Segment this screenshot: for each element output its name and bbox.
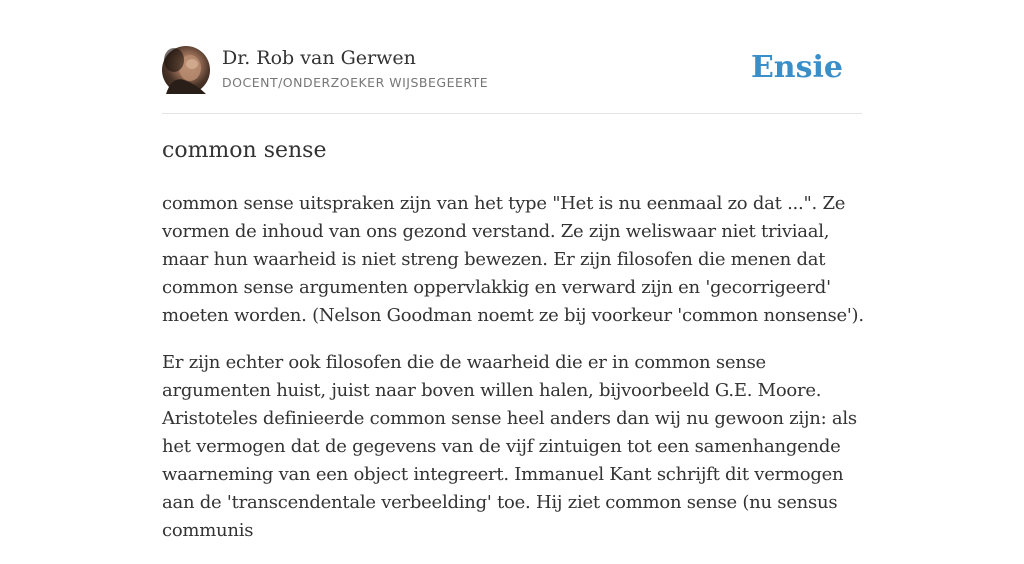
avatar[interactable] <box>162 46 210 94</box>
author-name[interactable]: Dr. Rob van Gerwen <box>222 47 416 69</box>
brand-logo[interactable]: Ensie <box>750 50 843 85</box>
article-body <box>162 190 864 564</box>
author-role: DOCENT/ONDERZOEKER WIJSBEGEERTE <box>222 75 489 90</box>
article-paragraph: Er zijn echter ook filosofen die de waarheid die er in common sense argumenten huist, juist naar boven willen halen, bijvoorbeeld G.E. Moore. Aristoteles definieerde common sense heel anders dan wij nu gewoon zijn: als het vermogen dat de gegevens van de vijf zintuigen tot een samenhangende waarneming van een object integreert. Immanuel Kant schrijft dit vermogen aan de 'transcendentale verbeelding' toe. Hij ziet common sense (nu sensus communis <box>162 352 857 541</box>
author-header <box>162 46 862 96</box>
author-photo-icon <box>162 46 210 94</box>
header-divider <box>162 113 862 114</box>
article-paragraph: common sense uitspraken zijn van het type "Het is nu eenmaal zo dat ...". Ze vormen de inhoud van ons gezond verstand. Ze zijn weliswaar niet triviaal, maar hun waarheid is niet streng bewezen. Er zijn filosofen die menen dat common sense argumenten oppervlakkig en verward zijn en 'gecorrigeerd' moeten worden. (Nelson Goodman noemt ze bij voorkeur 'common nonsense'). <box>162 193 864 326</box>
article-title: common sense <box>162 138 327 163</box>
